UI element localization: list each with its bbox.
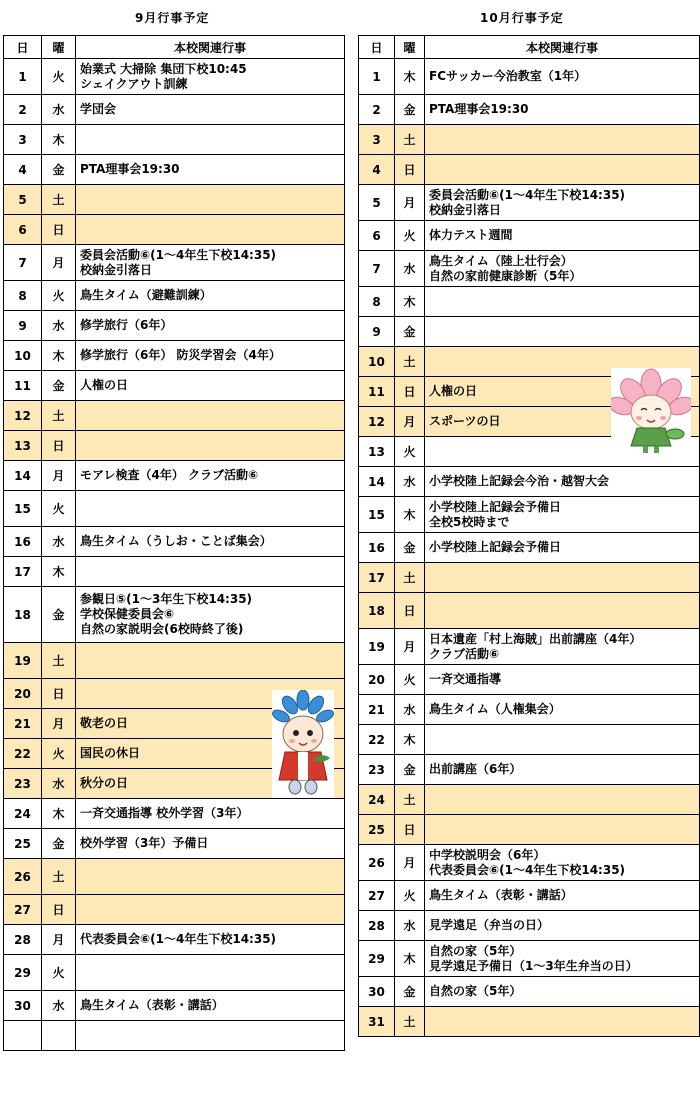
calendar-row bbox=[4, 215, 345, 245]
events-cell bbox=[425, 881, 700, 911]
day-number: 4 bbox=[359, 155, 395, 185]
day-number: 2 bbox=[359, 95, 395, 125]
weekday: 金 bbox=[42, 829, 76, 859]
calendar-row bbox=[4, 245, 345, 281]
weekday: 火 bbox=[42, 59, 76, 95]
events-cell bbox=[76, 859, 345, 895]
weekday: 日 bbox=[42, 895, 76, 925]
weekday: 土 bbox=[42, 643, 76, 679]
weekday: 月 bbox=[42, 461, 76, 491]
day-number: 1 bbox=[359, 59, 395, 95]
day-number: 30 bbox=[359, 977, 395, 1007]
day-number bbox=[4, 1021, 42, 1051]
weekday: 日 bbox=[395, 815, 425, 845]
weekday: 水 bbox=[395, 467, 425, 497]
day-number: 9 bbox=[4, 311, 42, 341]
day-number: 8 bbox=[359, 287, 395, 317]
events-cell bbox=[76, 491, 345, 527]
events-cell bbox=[76, 155, 345, 185]
header-weekday: 曜 bbox=[395, 36, 425, 59]
calendar-row bbox=[4, 461, 345, 491]
weekday: 火 bbox=[42, 491, 76, 527]
day-number: 14 bbox=[359, 467, 395, 497]
day-number: 28 bbox=[4, 925, 42, 955]
events-cell bbox=[425, 185, 700, 221]
day-number: 11 bbox=[4, 371, 42, 401]
header-weekday: 曜 bbox=[42, 36, 76, 59]
calendar-row bbox=[359, 467, 700, 497]
weekday: 月 bbox=[395, 407, 425, 437]
events-cell bbox=[425, 533, 700, 563]
day-number: 23 bbox=[359, 755, 395, 785]
weekday: 木 bbox=[42, 125, 76, 155]
events-cell bbox=[76, 955, 345, 991]
calendar-row bbox=[4, 799, 345, 829]
calendar-row bbox=[4, 491, 345, 527]
weekday: 木 bbox=[42, 799, 76, 829]
weekday: 日 bbox=[395, 155, 425, 185]
events-cell bbox=[76, 527, 345, 557]
calendar-row bbox=[4, 643, 345, 679]
event-text: 小学校陸上記録会今治・越智大会 bbox=[429, 474, 610, 488]
day-number: 1 bbox=[4, 59, 42, 95]
event-text: 鳥生タイム（陸上壮行会） bbox=[429, 253, 573, 268]
events-cell bbox=[425, 815, 700, 845]
event-text: 見学遠足予備日（1～3年生弁当の日） bbox=[429, 958, 638, 973]
lotus-girl-mascot-icon bbox=[611, 368, 691, 454]
day-number: 21 bbox=[359, 695, 395, 725]
event-text: FCサッカー今治教室（1年） bbox=[429, 69, 587, 83]
day-number: 7 bbox=[4, 245, 42, 281]
day-number: 29 bbox=[4, 955, 42, 991]
calendar-row bbox=[4, 281, 345, 311]
weekday: 水 bbox=[395, 251, 425, 287]
calendar-row bbox=[359, 629, 700, 665]
day-number: 11 bbox=[359, 377, 395, 407]
event-text: 全校5校時まで bbox=[429, 514, 510, 529]
events-cell bbox=[76, 95, 345, 125]
day-number: 30 bbox=[4, 991, 42, 1021]
weekday: 月 bbox=[42, 245, 76, 281]
events-cell bbox=[76, 215, 345, 245]
events-cell bbox=[425, 695, 700, 725]
weekday: 火 bbox=[42, 281, 76, 311]
calendar-row bbox=[359, 941, 700, 977]
weekday: 日 bbox=[42, 431, 76, 461]
event-text: 委員会活動⑥(1～4年生下校14:35) bbox=[80, 247, 277, 262]
events-cell bbox=[425, 125, 700, 155]
calendar-row bbox=[359, 95, 700, 125]
calendar-row bbox=[4, 955, 345, 991]
events-cell bbox=[76, 643, 345, 679]
day-number: 14 bbox=[4, 461, 42, 491]
events-cell bbox=[76, 1021, 345, 1051]
events-cell bbox=[425, 155, 700, 185]
calendar-row bbox=[4, 925, 345, 955]
events-cell bbox=[76, 799, 345, 829]
weekday: 金 bbox=[42, 155, 76, 185]
events-cell bbox=[76, 341, 345, 371]
event-text: 小学校陸上記録会予備日 bbox=[429, 540, 562, 554]
events-cell bbox=[76, 587, 345, 643]
events-cell bbox=[425, 287, 700, 317]
event-text: 自然の家前健康診断（5年） bbox=[429, 268, 582, 283]
events-cell bbox=[425, 785, 700, 815]
day-number: 3 bbox=[359, 125, 395, 155]
event-text: 国民の休日 bbox=[80, 746, 141, 760]
calendar-row bbox=[359, 593, 700, 629]
events-cell bbox=[76, 925, 345, 955]
day-number: 5 bbox=[359, 185, 395, 221]
day-number: 28 bbox=[359, 911, 395, 941]
day-number: 25 bbox=[4, 829, 42, 859]
calendar-row bbox=[4, 1021, 345, 1051]
weekday: 水 bbox=[395, 695, 425, 725]
day-number: 27 bbox=[359, 881, 395, 911]
event-text: 出前講座（6年） bbox=[429, 762, 522, 776]
weekday: 水 bbox=[42, 527, 76, 557]
event-text: クラブ活動⑥ bbox=[429, 646, 500, 661]
weekday: 土 bbox=[395, 347, 425, 377]
flower-boy-mascot-icon bbox=[272, 690, 334, 798]
calendar-row bbox=[359, 287, 700, 317]
event-text: 一斉交通指導 校外学習（3年） bbox=[80, 806, 249, 820]
weekday: 金 bbox=[42, 587, 76, 643]
events-cell bbox=[76, 59, 345, 95]
weekday: 木 bbox=[395, 287, 425, 317]
event-text: 鳥生タイム（避難訓練） bbox=[80, 288, 212, 302]
weekday: 金 bbox=[395, 533, 425, 563]
calendar-row bbox=[4, 859, 345, 895]
event-text: PTA理事会19:30 bbox=[80, 162, 180, 176]
events-cell bbox=[76, 557, 345, 587]
calendar-row bbox=[4, 125, 345, 155]
day-number: 7 bbox=[359, 251, 395, 287]
weekday: 火 bbox=[395, 881, 425, 911]
calendar-row bbox=[359, 977, 700, 1007]
event-text: 体力テスト週間 bbox=[429, 228, 513, 242]
day-number: 31 bbox=[359, 1007, 395, 1037]
day-number: 15 bbox=[4, 491, 42, 527]
events-cell bbox=[76, 991, 345, 1021]
day-number: 13 bbox=[359, 437, 395, 467]
weekday bbox=[42, 1021, 76, 1051]
event-text: 校外学習（3年）予備日 bbox=[80, 836, 209, 850]
calendar-row bbox=[359, 665, 700, 695]
day-number: 29 bbox=[359, 941, 395, 977]
calendar-row bbox=[4, 401, 345, 431]
day-number: 16 bbox=[359, 533, 395, 563]
day-number: 10 bbox=[359, 347, 395, 377]
day-number: 22 bbox=[359, 725, 395, 755]
weekday: 金 bbox=[395, 977, 425, 1007]
calendar-row bbox=[4, 95, 345, 125]
event-text: 鳥生タイム（表彰・講話） bbox=[429, 888, 573, 902]
day-number: 16 bbox=[4, 527, 42, 557]
calendar-row bbox=[4, 829, 345, 859]
weekday: 月 bbox=[42, 925, 76, 955]
calendar-row bbox=[359, 59, 700, 95]
events-cell bbox=[425, 629, 700, 665]
weekday: 火 bbox=[395, 665, 425, 695]
weekday: 月 bbox=[395, 629, 425, 665]
day-number: 8 bbox=[4, 281, 42, 311]
calendar-row bbox=[4, 527, 345, 557]
day-number: 15 bbox=[359, 497, 395, 533]
event-text: 鳥生タイム（うしお・ことば集会） bbox=[80, 534, 272, 548]
events-cell bbox=[425, 467, 700, 497]
weekday: 月 bbox=[395, 185, 425, 221]
weekday: 木 bbox=[42, 557, 76, 587]
event-text: 人権の日 bbox=[429, 384, 478, 398]
day-number: 18 bbox=[359, 593, 395, 629]
calendar-row bbox=[4, 431, 345, 461]
calendar-row bbox=[359, 695, 700, 725]
weekday: 日 bbox=[42, 215, 76, 245]
calendar-row bbox=[4, 371, 345, 401]
weekday: 金 bbox=[395, 317, 425, 347]
day-number: 20 bbox=[359, 665, 395, 695]
day-number: 2 bbox=[4, 95, 42, 125]
weekday: 日 bbox=[395, 377, 425, 407]
day-number: 4 bbox=[4, 155, 42, 185]
weekday: 木 bbox=[395, 941, 425, 977]
events-cell bbox=[425, 563, 700, 593]
calendar-row bbox=[359, 815, 700, 845]
calendar-row bbox=[359, 125, 700, 155]
weekday: 土 bbox=[395, 1007, 425, 1037]
weekday: 金 bbox=[395, 95, 425, 125]
calendar-row bbox=[4, 185, 345, 215]
day-number: 18 bbox=[4, 587, 42, 643]
calendar-row bbox=[359, 755, 700, 785]
events-cell bbox=[76, 895, 345, 925]
calendar-row bbox=[359, 251, 700, 287]
events-cell bbox=[425, 317, 700, 347]
weekday: 水 bbox=[395, 911, 425, 941]
calendar-row bbox=[359, 317, 700, 347]
day-number: 5 bbox=[4, 185, 42, 215]
day-number: 17 bbox=[4, 557, 42, 587]
day-number: 12 bbox=[359, 407, 395, 437]
day-number: 19 bbox=[359, 629, 395, 665]
events-cell bbox=[425, 725, 700, 755]
header-events: 本校関連行事 bbox=[425, 36, 700, 59]
weekday: 水 bbox=[42, 311, 76, 341]
weekday: 水 bbox=[42, 769, 76, 799]
weekday: 土 bbox=[395, 785, 425, 815]
weekday: 土 bbox=[42, 185, 76, 215]
header-events: 本校関連行事 bbox=[76, 36, 345, 59]
event-text: 修学旅行（6年） 防災学習会（4年） bbox=[80, 348, 281, 362]
calendar-row bbox=[359, 1007, 700, 1037]
weekday: 火 bbox=[395, 221, 425, 251]
calendar-row bbox=[4, 895, 345, 925]
event-text: 見学遠足（弁当の日） bbox=[429, 918, 550, 932]
event-text: 一斉交通指導 bbox=[429, 672, 502, 686]
day-number: 9 bbox=[359, 317, 395, 347]
event-text: 日本遺産「村上海賊」出前講座（4年） bbox=[429, 631, 642, 646]
day-number: 26 bbox=[4, 859, 42, 895]
event-text: 小学校陸上記録会予備日 bbox=[429, 499, 562, 514]
calendar-row bbox=[359, 533, 700, 563]
day-number: 6 bbox=[4, 215, 42, 245]
calendar-row bbox=[4, 311, 345, 341]
weekday: 水 bbox=[42, 95, 76, 125]
day-number: 23 bbox=[4, 769, 42, 799]
september-title: 9月行事予定 bbox=[135, 11, 210, 25]
day-number: 26 bbox=[359, 845, 395, 881]
calendar-row bbox=[4, 341, 345, 371]
day-number: 17 bbox=[359, 563, 395, 593]
event-text: シェイクアウト訓練 bbox=[80, 76, 188, 91]
events-cell bbox=[425, 941, 700, 977]
calendar-row bbox=[359, 911, 700, 941]
calendar-row bbox=[359, 221, 700, 251]
event-text: 敬老の日 bbox=[80, 716, 129, 730]
events-cell bbox=[76, 431, 345, 461]
weekday: 土 bbox=[395, 563, 425, 593]
weekday: 水 bbox=[42, 991, 76, 1021]
october-schedule-table bbox=[358, 35, 700, 1037]
event-text: 校納金引落日 bbox=[80, 262, 153, 277]
calendar-row bbox=[359, 725, 700, 755]
event-text: 人権の日 bbox=[80, 378, 129, 392]
events-cell bbox=[76, 829, 345, 859]
day-number: 19 bbox=[4, 643, 42, 679]
weekday: 火 bbox=[42, 739, 76, 769]
events-cell bbox=[76, 125, 345, 155]
day-number: 25 bbox=[359, 815, 395, 845]
weekday: 木 bbox=[395, 59, 425, 95]
weekday: 金 bbox=[395, 755, 425, 785]
weekday: 木 bbox=[395, 725, 425, 755]
weekday: 土 bbox=[42, 859, 76, 895]
header-day: 日 bbox=[359, 36, 395, 59]
calendar-row bbox=[359, 155, 700, 185]
event-text: 中学校説明会（6年） bbox=[429, 847, 546, 862]
weekday: 金 bbox=[42, 371, 76, 401]
september-schedule-table bbox=[3, 35, 345, 1051]
weekday: 日 bbox=[42, 679, 76, 709]
events-cell bbox=[425, 911, 700, 941]
day-number: 27 bbox=[4, 895, 42, 925]
events-cell bbox=[425, 755, 700, 785]
calendar-row bbox=[359, 785, 700, 815]
day-number: 20 bbox=[4, 679, 42, 709]
day-number: 12 bbox=[4, 401, 42, 431]
calendar-row bbox=[4, 587, 345, 643]
event-text: 参観日⑤(1～3年生下校14:35) bbox=[80, 592, 253, 606]
events-cell bbox=[76, 461, 345, 491]
weekday: 土 bbox=[395, 125, 425, 155]
event-text: 学校保健委員会⑥ bbox=[80, 607, 175, 621]
events-cell bbox=[425, 251, 700, 287]
header-day: 日 bbox=[4, 36, 42, 59]
day-number: 10 bbox=[4, 341, 42, 371]
events-cell bbox=[425, 95, 700, 125]
day-number: 3 bbox=[4, 125, 42, 155]
weekday: 月 bbox=[395, 845, 425, 881]
events-cell bbox=[76, 245, 345, 281]
day-number: 22 bbox=[4, 739, 42, 769]
event-text: 始業式 大掃除 集団下校10:45 bbox=[80, 61, 247, 76]
event-text: PTA理事会19:30 bbox=[429, 102, 529, 116]
event-text: 自然の家（5年） bbox=[429, 943, 522, 958]
calendar-row bbox=[4, 59, 345, 95]
calendar-row bbox=[359, 881, 700, 911]
event-text: 学団会 bbox=[80, 102, 117, 116]
weekday: 土 bbox=[42, 401, 76, 431]
events-cell bbox=[425, 665, 700, 695]
event-text: モアレ検査（4年） クラブ活動⑥ bbox=[80, 468, 259, 482]
events-cell bbox=[425, 845, 700, 881]
calendar-row bbox=[4, 155, 345, 185]
events-cell bbox=[76, 281, 345, 311]
calendar-row bbox=[359, 497, 700, 533]
day-number: 24 bbox=[359, 785, 395, 815]
calendar-row bbox=[359, 185, 700, 221]
events-cell bbox=[76, 185, 345, 215]
events-cell bbox=[76, 311, 345, 341]
event-text: 委員会活動⑥(1～4年生下校14:35) bbox=[429, 187, 626, 202]
weekday: 日 bbox=[395, 593, 425, 629]
calendar-row bbox=[359, 563, 700, 593]
event-text: 鳥生タイム（表彰・講話） bbox=[80, 998, 224, 1012]
day-number: 24 bbox=[4, 799, 42, 829]
weekday: 木 bbox=[42, 341, 76, 371]
event-text: 秋分の日 bbox=[80, 776, 129, 790]
october-title: 10月行事予定 bbox=[480, 11, 564, 25]
weekday: 月 bbox=[42, 709, 76, 739]
day-number: 13 bbox=[4, 431, 42, 461]
calendar-row bbox=[4, 991, 345, 1021]
weekday: 火 bbox=[395, 437, 425, 467]
weekday: 火 bbox=[42, 955, 76, 991]
events-cell bbox=[76, 401, 345, 431]
event-text: 修学旅行（6年） bbox=[80, 318, 173, 332]
event-text: 代表委員会⑥(1～4年生下校14:35) bbox=[429, 862, 626, 877]
day-number: 21 bbox=[4, 709, 42, 739]
events-cell bbox=[425, 59, 700, 95]
event-text: 自然の家説明会(6校時終了後) bbox=[80, 622, 244, 636]
events-cell bbox=[425, 593, 700, 629]
events-cell bbox=[425, 977, 700, 1007]
event-text: スポーツの日 bbox=[429, 414, 501, 428]
calendar-row bbox=[359, 845, 700, 881]
events-cell bbox=[425, 1007, 700, 1037]
event-text: 鳥生タイム（人権集会） bbox=[429, 702, 561, 716]
events-cell bbox=[425, 221, 700, 251]
events-cell bbox=[425, 497, 700, 533]
events-cell bbox=[76, 371, 345, 401]
event-text: 自然の家（5年） bbox=[429, 984, 522, 998]
day-number: 6 bbox=[359, 221, 395, 251]
calendar-row bbox=[4, 557, 345, 587]
event-text: 代表委員会⑥(1～4年生下校14:35) bbox=[80, 932, 277, 946]
event-text: 校納金引落日 bbox=[429, 202, 502, 217]
weekday: 木 bbox=[395, 497, 425, 533]
